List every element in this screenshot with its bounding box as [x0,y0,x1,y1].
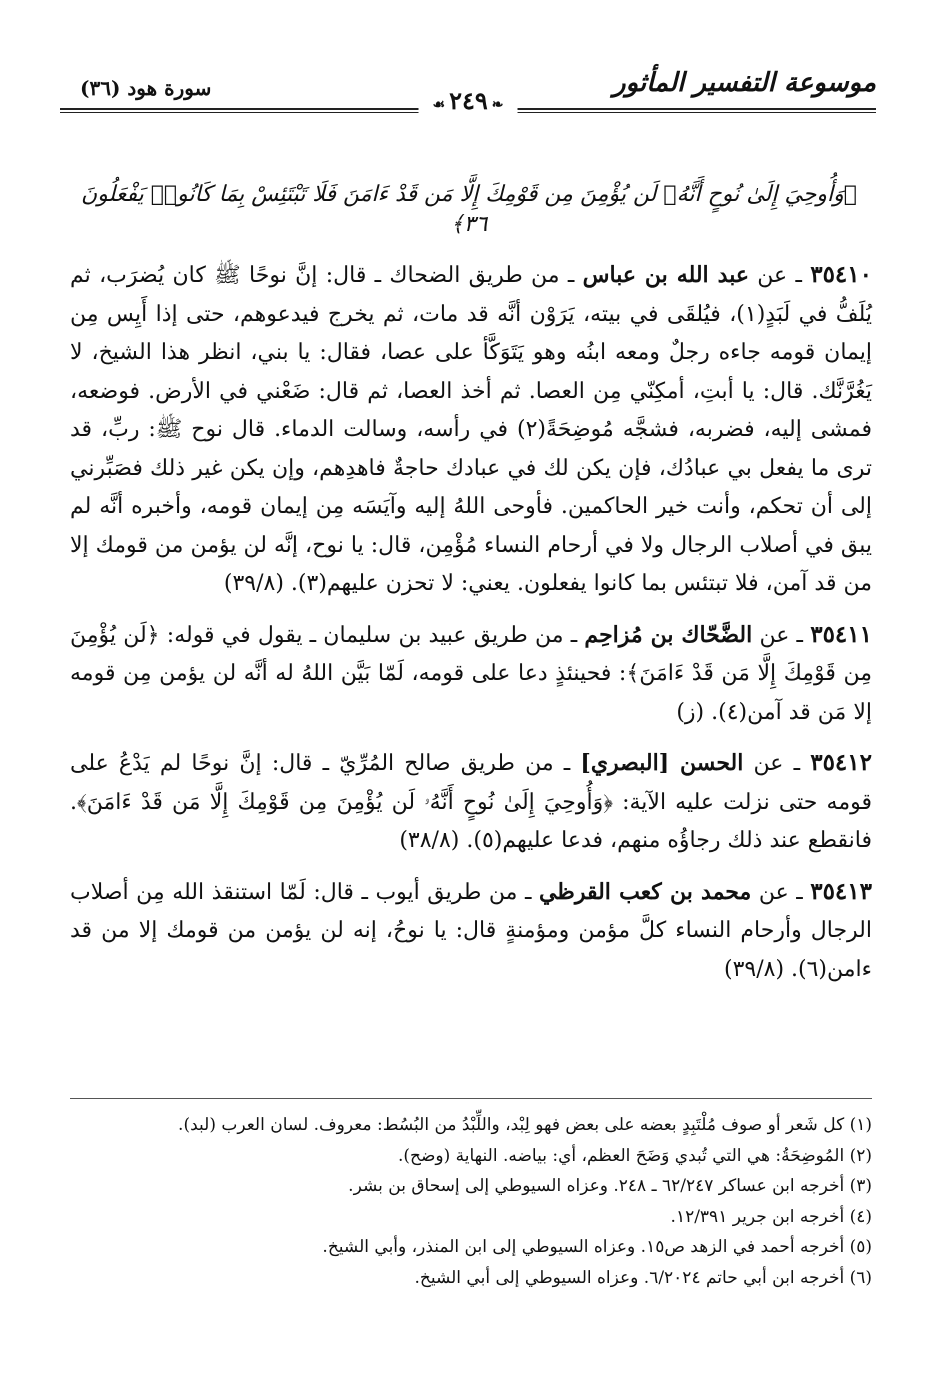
narrator-name: محمد بن كعب القرظي [538,878,752,905]
narration-number: ٣٥٤١٣ [810,877,872,905]
ornament-icon: ❧ [491,97,504,113]
page-number-wrap [419,86,518,115]
narration-text: ـ عن عبد الله بن عباس ـ من طريق الضحاك ـ قال: إنَّ نوحًا ﷺ كان يُضرَب، ثم يُلَفُّ في لَبَدٍ(١)، فيُلقَى في بيته، يَرَوْن أنَّه قد مات، ثم يخرج فيدعوهم، حتى إذا أَيِس مِن إيمان قومه جاءه رجلٌ ومعه ابنُه وهو يَتَوَكَّأ على عصا، فقال: يا بني، انظر هذا الشيخ، لا يَغُرَّنَّك. قال: يا أبتِ، أمكِنّي مِن العصا. ثم أخذ العصا، ثم قال: ضَعْني في الأرض. فوضعه، فمشى إليه، فضربه، فشجَّه مُوضِحَةً(٢) في رأسه، وسالت الدماء. قال نوح ﷺ: ربِّ، قد ترى ما يفعل بي عبادُك، فإن يكن لك في عبادك حاجةٌ فاهدِهم، وإن يكن غير ذلك فصَبِّرني إلى أن تحكم، وأنت خير الحاكمين. فأوحى اللهُ إليه وآيَسَه مِن إيمان قومه، وأخبره أنَّه لم يبق في أصلاب الرجال ولا في أرحام النساء مُؤْمِن، قال: يا نوح، إنَّه لن يؤمن من قومك إلا من قد آمن، فلا تبتئس بما كانوا يفعلون. يعني: لا تحزن عليهم(٣). (٣٩/٨) [70,262,873,596]
main-text [70,256,872,1001]
page-header [60,62,876,132]
footnote-separator [70,1098,872,1099]
page-number: ٢٤٩ [449,86,488,115]
narration-paragraph [70,873,872,990]
footnote: (٣) أخرجه ابن عساكر ٦٢/٢٤٧ ـ ٢٤٨. وعزاه السيوطي إلى إسحاق بن بشر. [348,1176,872,1196]
narrator-name: الضَّحّاك بن مُزاحِم [584,621,753,648]
footnote: (٤) أخرجه ابن جرير ١٢/٣٩١. [670,1206,872,1227]
quran-verse: ﴿وَأُوحِيَ إِلَىٰ نُوحٍ أَنَّهُۥ لَن يُؤْمِنَ مِن قَوْمِكَ إِلَّا مَن قَدْ ءَامَنَ فَلَا تَبْتَئِسْ بِمَا كَانُوا۟ يَفْعَلُونَ ٣٦﴾ [81,182,857,237]
narration-paragraph [70,616,872,733]
footnote: (٢) المُوضِحَةُ: هي التي تُبدي وَضَحَ العظم، أي: بياضه. النهاية (وضح). [397,1145,872,1166]
surah-name: سورة هود (٣٦) [80,76,212,100]
ornament-icon: ☙ [432,97,446,113]
narrator-name: الحسن [البصري] [580,750,744,776]
footnote: (١) كل شَعر أو صوف مُلْتَبِدٍ بعضه على بعض فهو لِبْد، واللِّبْدُ من البُسُط: معروف. لسان العرب (لبد). [178,1115,872,1135]
narration-text: ـ عن الحسن [البصري] ـ من طريق صالح المُرِّيّ ـ قال: إنَّ نوحًا لم يَدْعُ على قومه حتى نزلت عليه الآية: ﴿وَأُوحِيَ إِلَىٰ نُوحٍ أَنَّهُۥ لَن يُؤْمِنَ مِن قَوْمِكَ إِلَّا مَن قَدْ ءَامَنَ﴾. فانقطع عند ذلك رجاؤُه منهم، فدعا عليهم(٥). (٣٨/٨) [70,750,872,853]
narration-text: ـ عن محمد بن كعب القرظي ـ من طريق أيوب ـ قال: لَمّا استنقذ الله مِن أصلاب الرجال وأرحام النساء كلَّ مؤمن ومؤمنةٍ قال: يا نوحُ، إنه لن يؤمن من قومك إلا من قد ءامن(٦). (٣٩/٨) [70,878,872,982]
footnotes [70,1110,872,1293]
narration-paragraph [70,744,872,861]
narration-number: ٣٥٤١٢ [810,749,872,776]
footnote: (٦) أخرجه ابن أبي حاتم ٦/٢٠٢٤. وعزاه السيوطي إلى أبي الشيخ. [414,1267,872,1288]
narration-paragraph [70,256,872,604]
book-title: موسوعة التفسير المأثور [613,68,876,98]
footnote: (٥) أخرجه أحمد في الزهد ص١٥. وعزاه السيوطي إلى ابن المنذر، وأبي الشيخ. [322,1237,872,1257]
narration-text: ـ عن الضَّحّاك بن مُزاحِم ـ من طريق عبيد بن سليمان ـ يقول في قوله: ﴿لَن يُؤْمِنَ مِن قَوْمِكَ إِلَّا مَن قَدْ ءَامَنَ﴾: فحينئذٍ دعا على قومه، لَمّا بَيَّن اللهُ له أنَّه لن يؤمن مِن قومه إلا مَن قد آمن(٤). (ز) [70,621,872,725]
narration-number: ٣٥٤١١ [810,620,872,648]
narration-number: ٣٥٤١٠ [810,261,872,288]
narrator-name: عبد الله بن عباس [582,262,749,288]
